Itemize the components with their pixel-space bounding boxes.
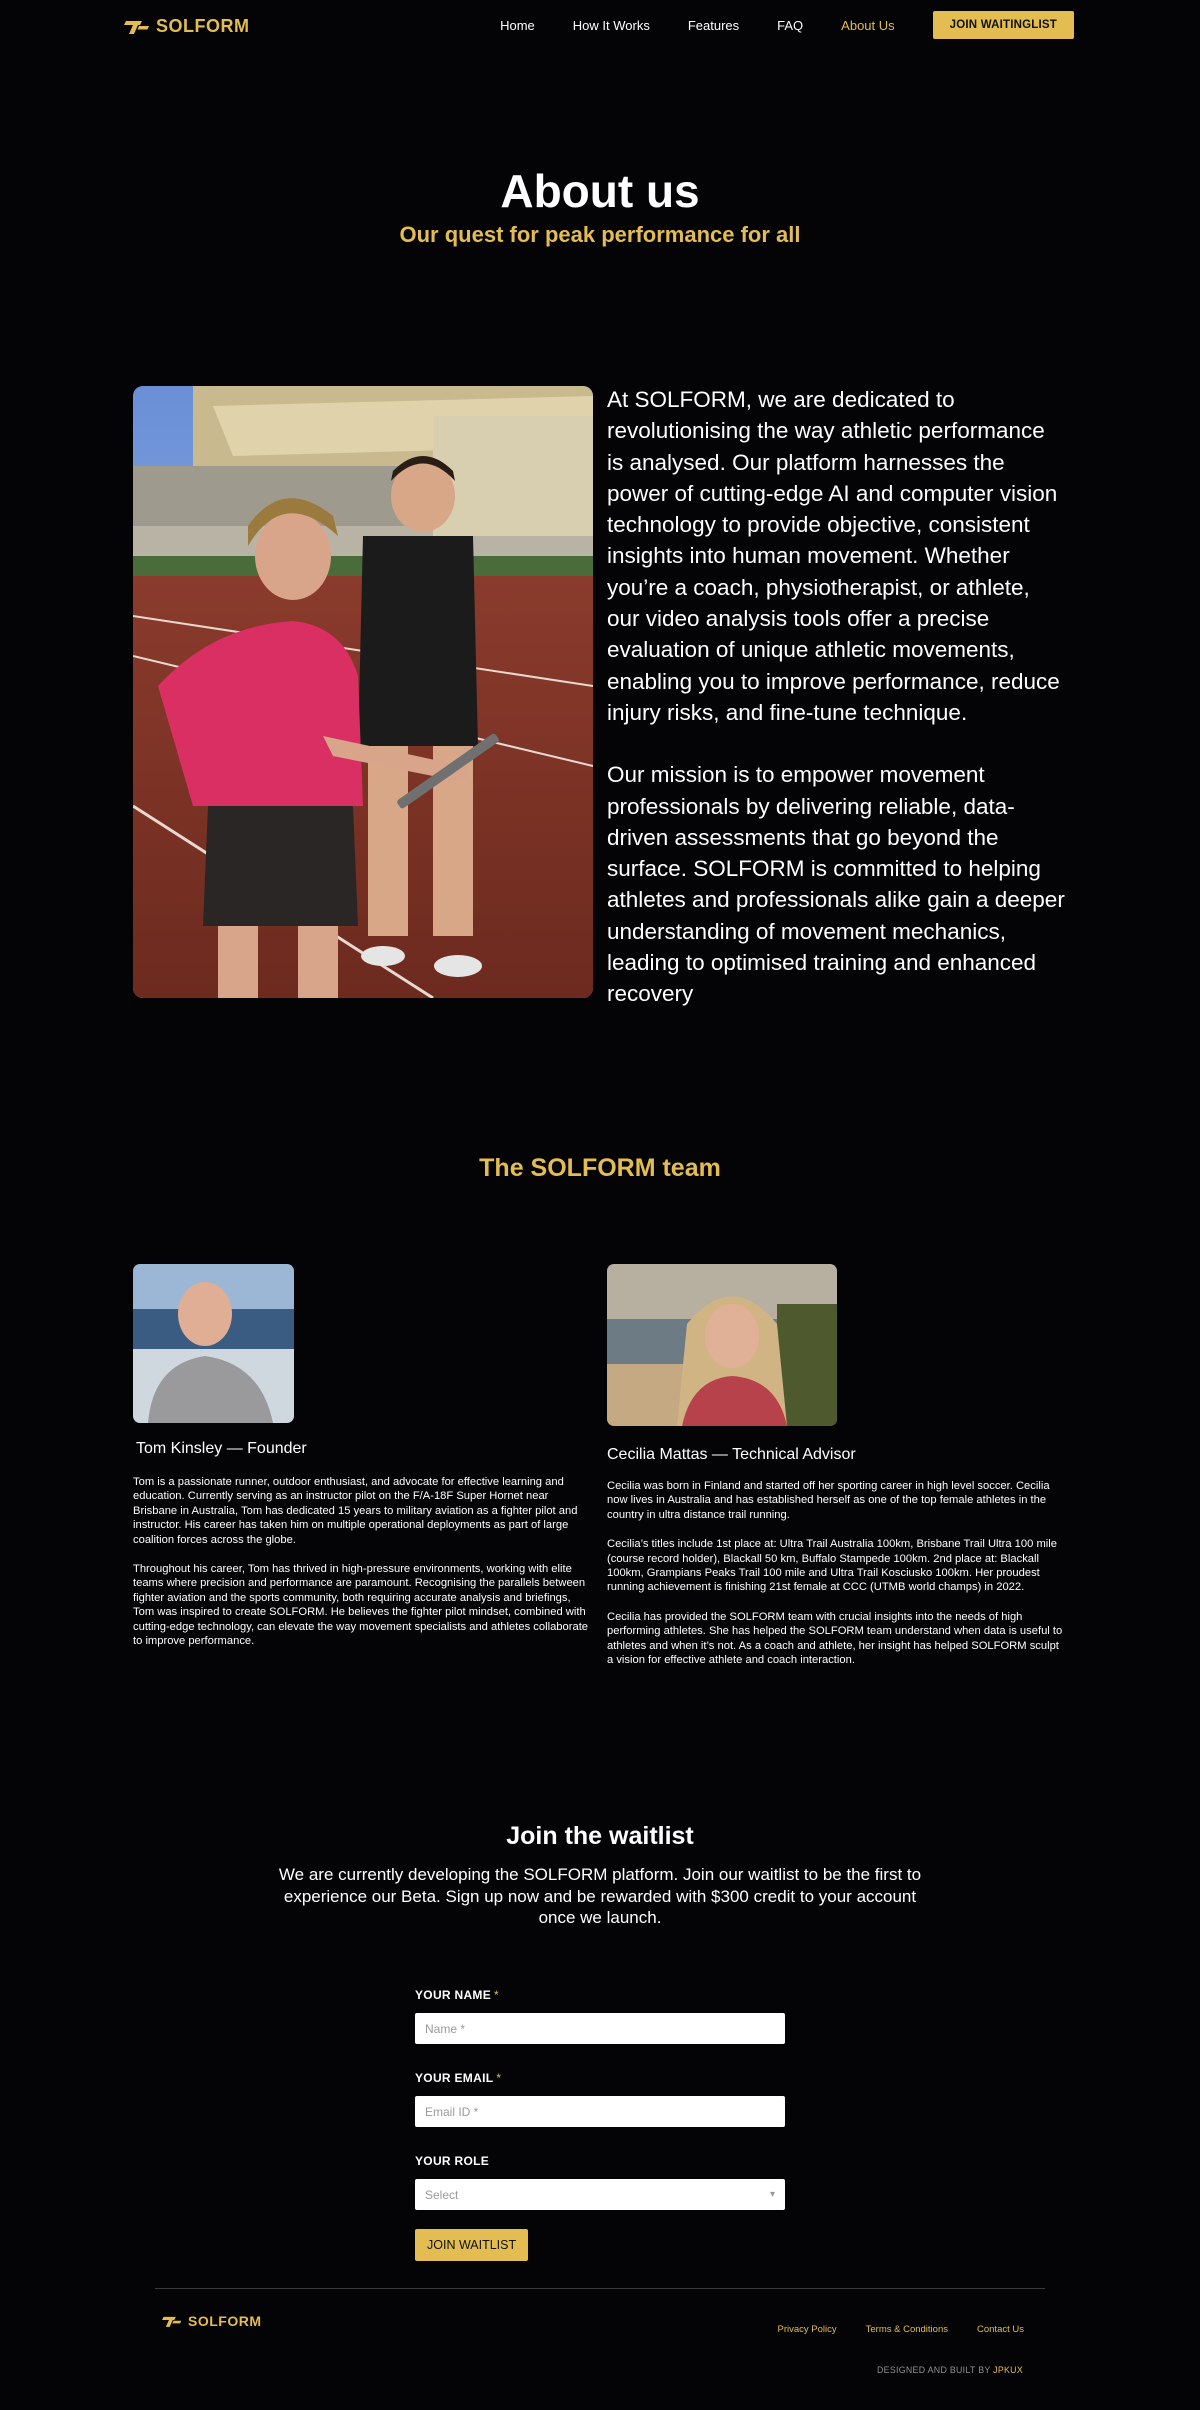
- footer-links: [778, 2324, 1025, 2335]
- solform-logo-icon: [162, 2315, 182, 2328]
- name-label: YOUR NAME *: [415, 1988, 500, 2002]
- page-subtitle: Our quest for peak performance for all: [399, 222, 801, 247]
- terms-conditions-link[interactable]: Terms & Conditions: [865, 2324, 948, 2335]
- team-member-photo: [607, 1264, 837, 1426]
- bio-paragraph: Cecilia has provided the SOLFORM team with crucial insights into the needs of high performing athletes. She has helped the SOLFORM team understand when data is useful to athletes and when it’s not. As a coach and athlete, her insight has helped SOLFORM sculpt a vision for effective athlete and coach interaction.: [607, 1610, 1063, 1667]
- team-member-card: [133, 1264, 589, 1648]
- nav-link-faq[interactable]: FAQ: [777, 17, 804, 33]
- nav-link-features[interactable]: Features: [687, 17, 740, 33]
- page-title: About us: [500, 165, 700, 217]
- nav-links: [500, 11, 1074, 39]
- credit-prefix: DESIGNED AND BUILT BY: [877, 2365, 991, 2375]
- email-label: YOUR EMAIL *: [415, 2071, 502, 2085]
- nav-link-how-it-works[interactable]: How It Works: [572, 17, 650, 33]
- chevron-down-icon: ▾: [769, 2189, 775, 2200]
- footer-logo[interactable]: [162, 2313, 262, 2329]
- team-member-bio: [607, 1479, 1063, 1667]
- contact-us-link[interactable]: Contact Us: [977, 2324, 1024, 2335]
- about-paragraph: Our mission is to empower movement professionals by delivering reliable, data-driven assessments that go beyond the surface. SOLFORM is committed to helping athletes and professionals alike gain a deeper understanding of movement mechanics, leading to optimised training and enhanced recovery: [607, 762, 1065, 1007]
- footer-credit: [877, 2365, 1023, 2375]
- role-field-group: [415, 2154, 785, 2210]
- nav-brand-name: SOLFORM: [156, 16, 250, 36]
- waitlist-description: We are currently developing the SOLFORM platform. Join our waitlist to be the first to experience our Beta. Sign up now and be rewarded with $300 credit to your account once we launch.: [278, 1865, 922, 1928]
- solform-logo-icon: [124, 19, 150, 35]
- join-waitinglist-button[interactable]: JOIN WAITINGLIST: [933, 11, 1074, 39]
- about-text: [607, 384, 1067, 1010]
- team-section-title: The SOLFORM team: [479, 1154, 721, 1182]
- nav-logo[interactable]: [124, 16, 250, 37]
- team-member-bio: [133, 1475, 589, 1648]
- team-member-photo: [133, 1264, 294, 1423]
- bio-paragraph: Cecilia’s titles include 1st place at: Ultra Trail Australia 100km, Brisbane Trail Ultra 100 mile (course record holder), Blackall 50 km, Buffalo Stampede 100km. 2nd place at: Blackall 100km, Grampians Peaks Trail 100 mile and Ultra Trail Kosciusko 100km. Her proudest running achievement is finishing 21st female at CCC (UTMB world champs) in 2022.: [607, 1538, 1057, 1594]
- nav-link-home[interactable]: Home: [500, 17, 535, 33]
- bio-paragraph: Cecilia was born in Finland and started off her sporting career in high level soccer. Cecilia now lives in Australia and has established herself as one of the top female athletes in the country in ultra distance trail running.: [607, 1480, 1050, 1521]
- waitlist-title: Join the waitlist: [506, 1822, 694, 1850]
- role-select[interactable]: [415, 2179, 785, 2210]
- bio-paragraph: Tom is a passionate runner, outdoor enthusiast, and advocate for effective learning and education. Currently serving as an instructor pilot on the F/A-18F Super Hornet near Brisbane in Australia, Tom has dedicated 15 years to military aviation as a fighter pilot and instructor. His career has taken him on multiple operational deployments as part of large coalition forces across the globe.: [133, 1476, 578, 1546]
- top-navigation: [0, 0, 1200, 52]
- footer-brand-name: SOLFORM: [188, 2313, 262, 2329]
- email-placeholder: Email ID *: [425, 2104, 479, 2119]
- team-member-card: [607, 1264, 1063, 1667]
- name-input[interactable]: [415, 2013, 785, 2044]
- required-mark: *: [494, 1988, 500, 2002]
- name-field-group: [415, 1988, 785, 2044]
- role-select-value: Select: [425, 2187, 459, 2202]
- waitlist-form: [415, 1988, 785, 2261]
- bio-paragraph: Throughout his career, Tom has thrived in high-pressure environments, working with elite teams where precision and performance are paramount. Recognising the parallels between fighter aviation and the sports community, both requiring accurate analysis and briefings, Tom was inspired to create SOLFORM. He believes the fighter pilot mindset, combined with cutting-edge technology, can elevate the way movement specialists and athletes collaborate to improve performance.: [133, 1563, 589, 1648]
- name-placeholder: Name *: [425, 2021, 466, 2036]
- required-mark: *: [496, 2071, 502, 2085]
- about-paragraph: At SOLFORM, we are dedicated to revolutionising the way athletic performance is analysed. Our platform harnesses the power of cutting-edge AI and computer vision technology to provide objective, consistent insights into human movement. Whether you’re a coach, physiotherapist, or athlete, our video analysis tools offer a precise evaluation of unique athletic movements, enabling you to improve performance, reduce injury risks, and fine-tune technique.: [607, 387, 1060, 725]
- team-member-name: Tom Kinsley — Founder: [136, 1440, 307, 1457]
- credit-brand-link[interactable]: JPKUX: [993, 2365, 1023, 2375]
- join-waitlist-button[interactable]: JOIN WAITLIST: [415, 2229, 528, 2261]
- email-field-group: [415, 2071, 785, 2127]
- footer-divider: [155, 2288, 1045, 2289]
- team-member-name: Cecilia Mattas — Technical Advisor: [607, 1446, 856, 1463]
- about-photo: [133, 386, 593, 998]
- privacy-policy-link[interactable]: Privacy Policy: [777, 2324, 837, 2335]
- nav-link-about-us[interactable]: About Us: [841, 17, 895, 33]
- role-label: YOUR ROLE: [415, 2154, 490, 2168]
- email-input[interactable]: [415, 2096, 785, 2127]
